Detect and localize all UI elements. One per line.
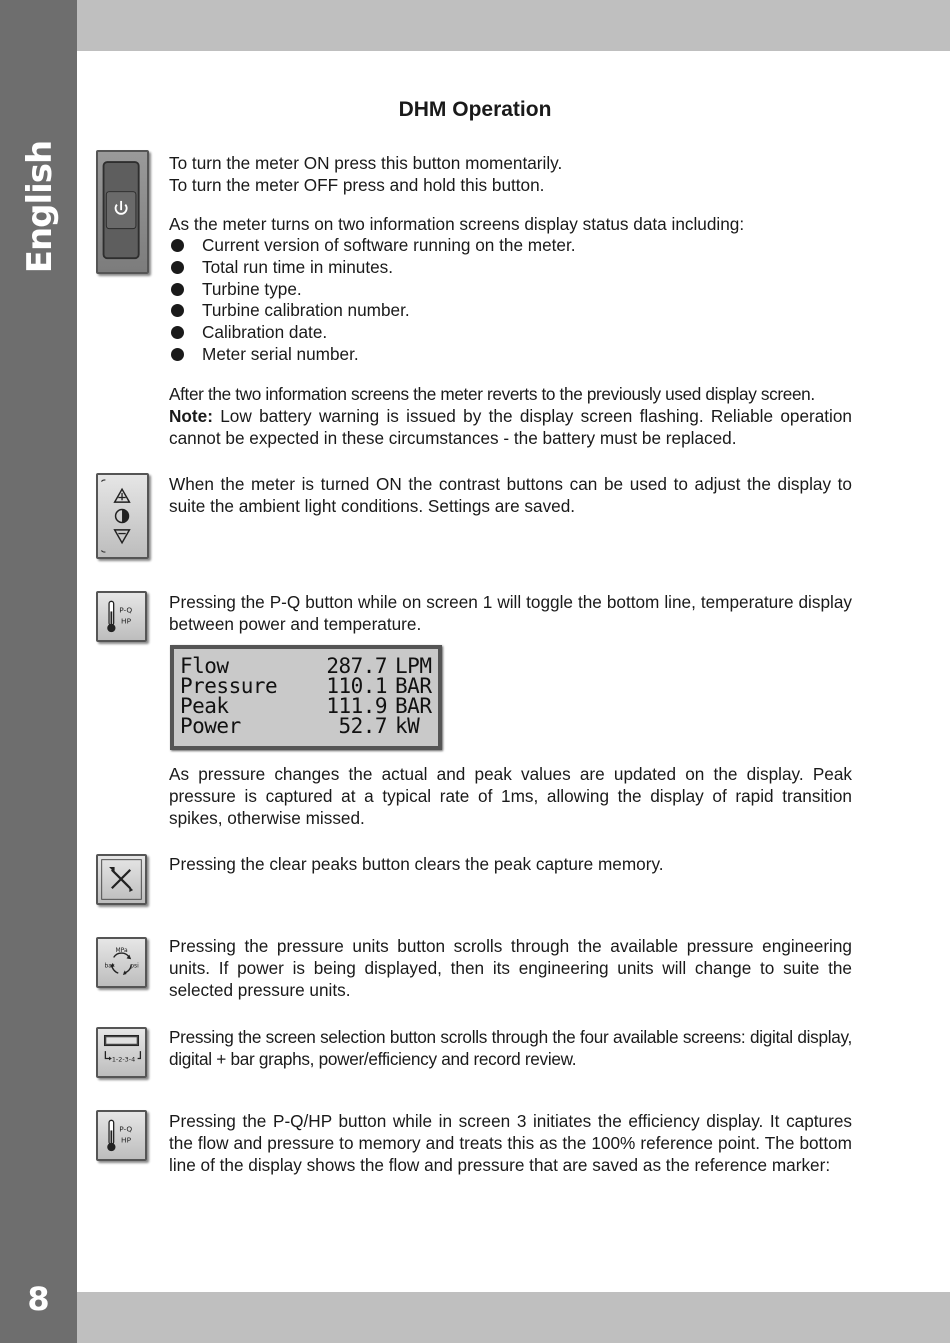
pressure-units-button-icon <box>96 937 147 988</box>
clear-peaks-text: Pressing the clear peaks button clears the peak capture memory. <box>169 854 664 874</box>
lcd-label: Pressure <box>180 674 278 698</box>
screen-sequence-icon-label: 1-2-3-4 <box>111 1055 136 1064</box>
list-item: Turbine type. <box>169 279 576 301</box>
screen-select-text: Pressing the screen selection button scrolls through the four available screens: digital display, digital + bar graphs, power/efficiency and record review. <box>169 1027 852 1069</box>
status-data-list <box>169 235 576 366</box>
lcd-value: 287.7 <box>326 654 388 678</box>
bullet-icon <box>171 239 184 252</box>
footer-band <box>77 1292 950 1343</box>
lcd-row <box>180 716 438 736</box>
bullet-icon <box>171 261 184 274</box>
bullet-icon <box>171 283 184 296</box>
peak-info-text: As pressure changes the actual and peak values are updated on the display. Peak pressure is captured at a typical rate of 1ms, allowing the display of rapid transition spikes, otherwise missed. <box>169 764 852 828</box>
lcd-unit: kW <box>395 714 420 738</box>
list-item: Meter serial number. <box>169 344 576 366</box>
contrast-text: When the meter is turned ON the contrast buttons can be used to adjust the display to suite the ambient light conditions. Settings are saved. <box>169 474 852 516</box>
hp-icon-label: HP <box>121 616 132 626</box>
pq-hp-button-icon <box>96 1110 147 1161</box>
list-item: Calibration date. <box>169 322 576 344</box>
page-number: 8 <box>27 1280 50 1318</box>
lcd-label: Flow <box>180 654 229 678</box>
lcd-unit: BAR <box>395 694 432 718</box>
lcd-unit: BAR <box>395 674 432 698</box>
after-info-text: After the two information screens the meter reverts to the previously used display screen. <box>169 384 815 404</box>
lcd-label: Peak <box>180 694 229 718</box>
bullet-icon <box>171 326 184 339</box>
list-item: Total run time in minutes. <box>169 257 576 279</box>
efficiency-text: Pressing the P-Q/HP button while in screen 3 initiates the efficiency display. It captures the flow and pressure to memory and treats this as the 100% reference point. The bottom line of the display shows the flow and pressure that are saved as the reference marker: <box>169 1111 852 1175</box>
pq-button-icon <box>96 591 147 642</box>
pq-icon-label: P-Q <box>119 1124 133 1134</box>
list-item: Current version of software running on the meter. <box>169 235 576 257</box>
header-band <box>77 0 950 51</box>
power-button-icon <box>96 150 149 274</box>
list-item: Turbine calibration number. <box>169 300 576 322</box>
lcd-row <box>180 656 438 676</box>
clear-peaks-button-icon <box>96 854 147 905</box>
contrast-buttons-icon <box>96 473 149 559</box>
bar-icon-label: bar <box>104 962 115 970</box>
mpa-icon-label: MPa <box>115 946 128 954</box>
lcd-value: 110.1 <box>326 674 388 698</box>
language-tab: English <box>20 140 60 274</box>
screen-select-button-icon <box>96 1027 147 1078</box>
lcd-label: Power <box>180 714 241 738</box>
lcd-display <box>170 645 442 750</box>
power-off-text: To turn the meter OFF press and hold this button. <box>169 175 545 195</box>
psi-icon-label: psi <box>130 962 139 970</box>
pq-icon-label: P-Q <box>119 605 133 615</box>
note-label: Note: <box>169 406 213 426</box>
note-text: Low battery warning is issued by the display screen flashing. Reliable operation cannot be expected in these circumstances - the battery must be replaced. <box>169 406 852 448</box>
bullet-icon <box>171 304 184 317</box>
power-on-text: To turn the meter ON press this button momentarily. <box>169 153 563 173</box>
lcd-value: 52.7 <box>338 714 388 738</box>
info-screens-intro: As the meter turns on two information screens display status data including: <box>169 214 745 234</box>
battery-note <box>169 406 852 450</box>
pq-toggle-text: Pressing the P-Q button while on screen 1 will toggle the bottom line, temperature display between power and temperature. <box>169 592 852 634</box>
lcd-value: 111.9 <box>326 694 388 718</box>
lcd-row <box>180 696 438 716</box>
page-title: DHM Operation <box>398 98 552 121</box>
pressure-units-text: Pressing the pressure units button scrolls through the available pressure engineering units. If power is being displayed, then its engineering units will change to suite the selected pressure units. <box>169 936 852 1000</box>
bullet-icon <box>171 348 184 361</box>
lcd-unit: LPM <box>395 654 432 678</box>
lcd-row <box>180 676 438 696</box>
hp-icon-label: HP <box>121 1135 132 1145</box>
